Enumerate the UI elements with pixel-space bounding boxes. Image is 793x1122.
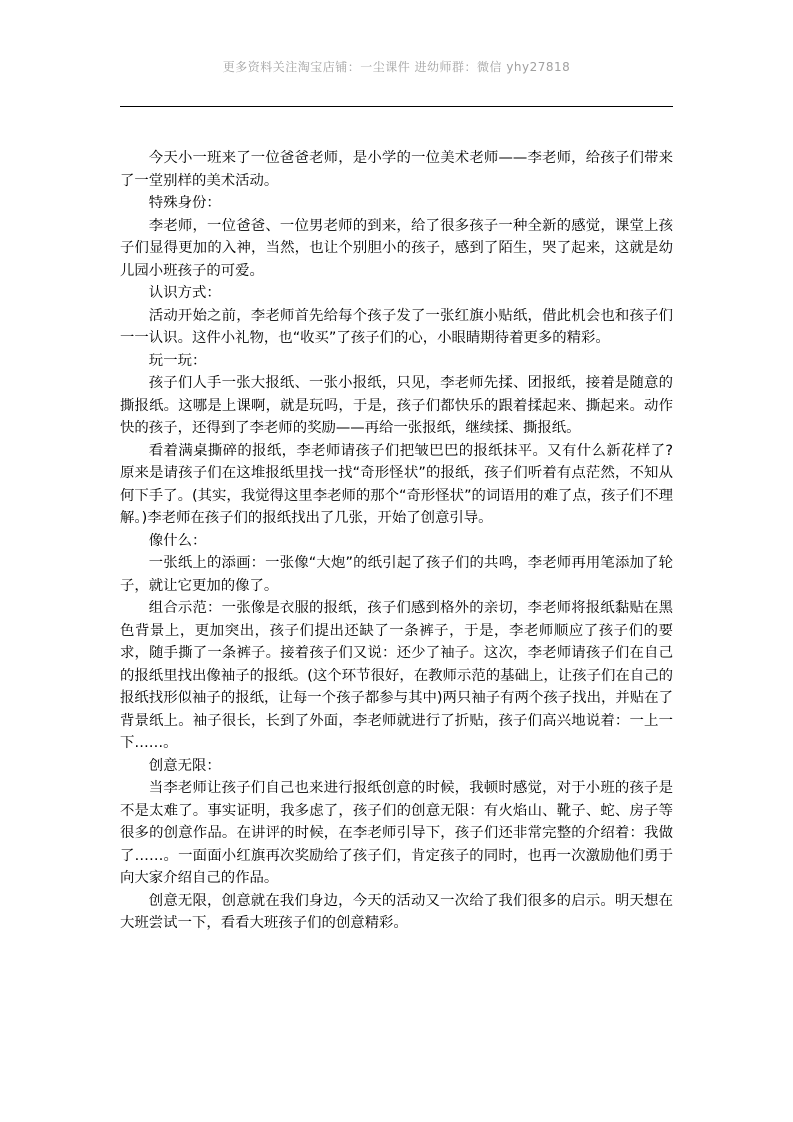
- paragraph: 李老师，一位爸爸、一位男老师的到来，给了很多孩子一种全新的感觉，课堂上孩子们显得更加的入神，当然，也让个别胆小的孩子，感到了陌生，哭了起来，这就是幼儿园小班孩子的可爱。: [120, 217, 673, 279]
- paragraph-conclusion: 创意无限，创意就在我们身边，今天的活动又一次给了我们很多的启示。明天想在大班尝试一下，看看大班孩子们的创意精彩。: [120, 892, 673, 931]
- document-body: [120, 147, 673, 935]
- paragraph: 组合示范：一张像是衣服的报纸，孩子们感到格外的亲切，李老师将报纸黏贴在黑色背景上，更加突出，孩子们提出还缺了一条裤子，于是，李老师顺应了孩子们的要求，随手撕了一条裤子。接着孩子们又说：还少了袖子。这次，李老师请孩子们在自己的报纸里找出像袖子的报纸。(这个环节很好，在教师示范的基础上，让孩子们在自己的报纸找形似袖子的报纸，让每一个孩子都参与其中)两只袖子有两个孩子找出，并贴在了背景纸上。袖子很长，长到了外面，李老师就进行了折贴，孩子们高兴地说着：一上一下……。: [120, 600, 673, 751]
- paragraph: 当李老师让孩子们自己也来进行报纸创意的时候，我顿时感觉，对于小班的孩子是不是太难了。事实证明，我多虑了，孩子们的创意无限：有火焰山、靴子、蛇、房子等很多的创意作品。在讲评的时候，在李老师引导下，孩子们还非常完整的介绍着：我做了……。一面面小红旗再次奖励给了孩子们，肯定孩子的同时，也再一次激励他们勇于向大家介绍自己的作品。: [120, 780, 673, 886]
- page-header: 更多资料关注淘宝店铺：一尘课件 进幼师群：微信 yhy27818: [222, 60, 571, 74]
- section-heading-special-identity: 特殊身份：: [148, 195, 221, 211]
- section-heading-what-is-it-like: 像什么：: [148, 532, 207, 549]
- paragraph: 看着满桌撕碎的报纸，李老师请孩子们把皱巴巴的报纸抹平。又有什么新花样了?原来是请孩子们在这堆报纸里找一找“奇形怪状”的报纸，孩子们听着有点茫然，不知从何下手了。(其实，我觉得这里李老师的那个“奇形怪状”的词语用的难了点，孩子们不理解。)李老师在孩子们的报纸找出了几张，开始了创意引导。: [120, 442, 673, 526]
- paragraph: 孩子们人手一张大报纸、一张小报纸，只见，李老师先揉、团报纸，接着是随意的撕报纸。这哪是上课啊，就是玩吗，于是，孩子们都快乐的跟着揉起来、撕起来。动作快的孩子，还得到了李老师的奖励——再给一张报纸，继续揉、撕报纸。: [120, 375, 673, 436]
- section-heading-unlimited-creativity: 创意无限：: [148, 757, 221, 774]
- section-heading-play: 玩一玩：: [148, 352, 207, 369]
- paragraph: 活动开始之前，李老师首先给每个孩子发了一张红旗小贴纸，借此机会也和孩子们一一认识。这件小礼物，也“收买”了孩子们的心，小眼睛期待着更多的精彩。: [120, 307, 673, 346]
- paragraph: 一张纸上的添画：一张像“大炮”的纸引起了孩子们的共鸣，李老师再用笔添加了轮子，就让它更加的像了。: [120, 555, 673, 594]
- section-heading-getting-acquainted: 认识方式：: [148, 285, 221, 301]
- header-divider: [120, 106, 673, 107]
- paragraph-intro: 今天小一班来了一位爸爸老师，是小学的一位美术老师——李老师，给孩子们带来了一堂别样的美术活动。: [120, 150, 673, 189]
